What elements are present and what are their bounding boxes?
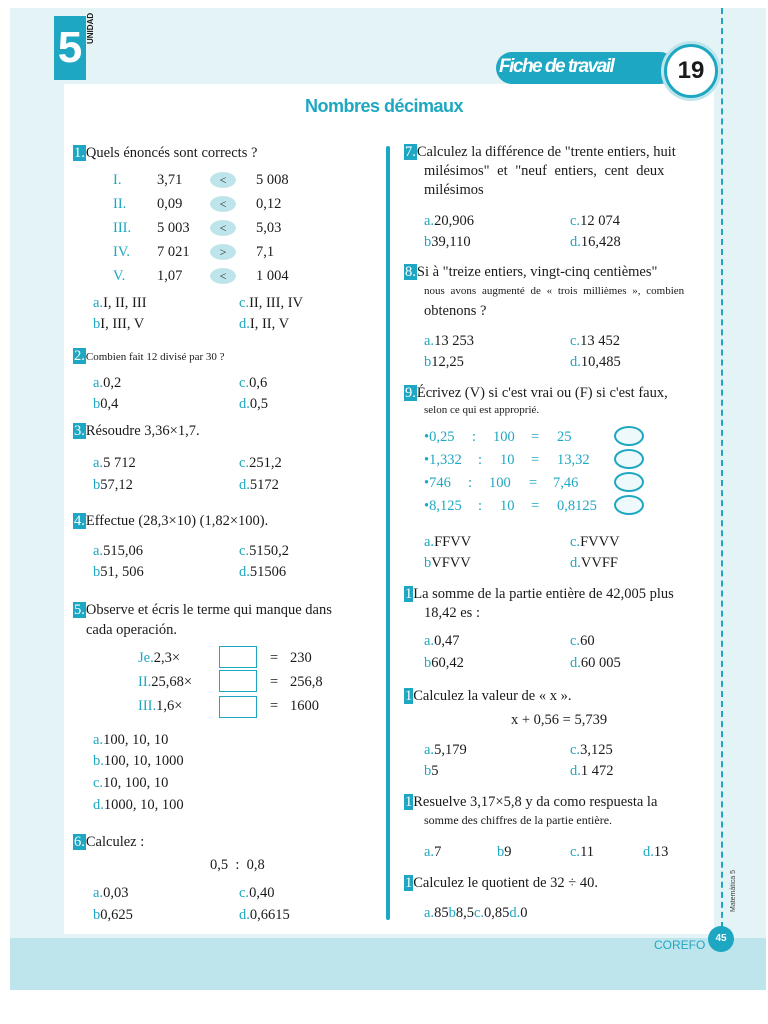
option-letter: c. [473,905,484,921]
q9-row1-answer[interactable] [614,426,644,446]
option-letter: d. [570,763,581,779]
q10-line1: La somme de la partie entière de 42,005 plus [413,586,674,602]
option-text: 100, 10, 10 [103,732,169,748]
q9-option-d[interactable] [570,553,618,573]
q5-line2: cada operación. [86,622,177,638]
option-letter: b [424,555,432,571]
q9-row4-a: •8,125 [424,498,462,514]
q9-row1-op: : [472,429,477,445]
option-letter: c. [239,295,250,311]
option-text: 11 [580,844,595,860]
q1-row2-b: 0,12 [256,196,282,212]
q10-number: 1 [405,586,413,602]
option-letter: b [448,905,456,921]
q12-option-a[interactable] [424,842,441,862]
q1-row4-roman: IV. [113,244,131,260]
q3-option-c[interactable] [239,453,282,473]
q9-row1-b: 100 [493,429,515,445]
q1-row4-op: > [210,244,236,260]
option-letter: b [424,354,432,370]
option-letter: d. [570,354,581,370]
option-text: 8,5 [455,905,474,921]
dashed-margin-line [721,8,723,938]
q9-row3-eq: = [529,475,538,491]
q5-row2-label: II. [138,674,152,690]
q1-row4-b: 7,1 [256,244,275,260]
q11-option-b[interactable] [424,761,439,781]
q4-option-d[interactable] [239,562,286,582]
option-letter: c. [570,844,581,860]
option-letter: d. [239,477,250,493]
q1-option-c[interactable] [239,293,303,313]
q11-expression: x + 0,56 = 5,739 [511,712,608,728]
q9-row2-op: : [478,452,483,468]
option-letter: b [424,234,432,250]
q1-row1-b: 5 008 [256,172,289,188]
q5-option-d[interactable] [93,795,184,815]
q9-row4-answer[interactable] [614,495,644,515]
option-letter: a. [424,333,435,349]
q6-prompt [73,832,144,852]
q1-row5-op: < [210,268,236,284]
option-letter: b [93,316,101,332]
q2-number: 2. [74,348,85,364]
fiche-label: Fiche de travail [499,56,614,77]
q2-option-c[interactable] [239,373,267,393]
option-text: 60 [580,633,595,649]
option-text: 10,485 [580,354,621,370]
option-letter: a. [424,213,435,229]
q7-line1: Calculez la différence de "trente entiers, huit [416,144,676,160]
q9-row2-answer[interactable] [614,449,644,469]
q4-option-c[interactable] [239,541,289,561]
q1-row3-op: < [210,220,236,236]
q5-row2-eq: = [270,674,279,690]
q8-line1: Si à "treize entiers, vingt-cinq centièmes" [416,264,658,280]
option-text: 0,6 [249,375,268,391]
q9-row2-b: 10 [500,452,515,468]
q3-option-a[interactable] [93,453,136,473]
option-text: 1000, 10, 100 [103,797,184,813]
option-text: 57,12 [100,477,133,493]
q6-option-a[interactable] [93,883,128,903]
option-text: 0 [520,905,528,921]
option-letter: c. [570,534,581,550]
option-text: 7 [434,844,442,860]
q8-option-d[interactable] [570,352,621,372]
q1-number: 1. [74,145,85,161]
q9-row1-r: 25 [557,429,572,445]
option-letter: d. [570,555,581,571]
option-text: I, III, V [100,316,145,332]
q5-option-a[interactable] [93,730,168,750]
option-letter: a. [93,885,104,901]
q11-option-d[interactable] [570,761,614,781]
q10-option-b[interactable] [424,653,464,673]
option-letter: a. [93,455,104,471]
q1-text: Quels énoncés sont corrects ? [85,145,258,161]
q9-number: 9. [405,385,416,401]
q9-option-b[interactable] [424,553,471,573]
q7-option-c[interactable] [570,211,620,231]
option-letter: d. [239,316,250,332]
option-text: FVVV [580,534,620,550]
q5-line1: Observe et écris le terme qui manque dans [85,602,332,618]
option-text: 3,125 [580,742,613,758]
q6-option-b[interactable] [93,905,133,925]
q13-option-d[interactable] [509,905,527,921]
q3-number: 3. [74,423,85,439]
option-letter: d. [570,234,581,250]
q10-line2: 18,42 es : [424,605,480,621]
q9-line2: selon ce qui est approprié. [424,404,540,416]
q1-row5-a: 1,07 [157,268,183,284]
option-letter: b [424,655,432,671]
option-letter: c. [239,885,250,901]
q9-row3-answer[interactable] [614,472,644,492]
q5-row2-blank[interactable] [219,670,257,692]
q6-option-d[interactable] [239,905,290,925]
q1-option-d[interactable] [239,314,289,334]
q10-prompt [404,584,674,604]
q5-row3-expr [138,696,182,716]
q13-option-b[interactable] [449,905,474,921]
option-letter: a. [424,905,435,921]
option-letter: c. [570,633,581,649]
q6-option-c[interactable] [239,883,274,903]
option-letter: a. [93,295,104,311]
q1-row2-op: < [210,196,236,212]
q4-text: Effectue (28,3×10) (1,82×100). [85,513,269,529]
option-letter: b [497,844,505,860]
q3-text: Résoudre 3,36×1,7. [85,423,200,439]
option-text: 0,47 [434,633,460,649]
option-text: 0,5 [249,396,268,412]
q8-line3: obtenons ? [424,303,487,319]
option-text: 0,625 [100,907,133,923]
option-letter: a. [93,375,104,391]
q5-row3-label: III. [138,698,157,714]
option-letter: c. [570,742,581,758]
q9-row4-eq: = [531,498,540,514]
option-letter: d. [509,905,521,921]
option-letter: c. [239,375,250,391]
q1-option-a[interactable] [93,293,147,313]
option-text: 5150,2 [249,543,289,559]
q5-prompt [73,600,332,620]
option-letter: d. [239,396,250,412]
q12-number: 1 [405,794,413,810]
q3-option-d[interactable] [239,475,279,495]
q1-option-b[interactable] [93,314,144,334]
q12-line1: Resuelve 3,17×5,8 y da como respuesta la [413,794,658,810]
column-divider [386,146,390,920]
q7-line3: milésimos [424,182,484,198]
option-text: 12 074 [580,213,620,229]
q7-option-a[interactable] [424,211,474,231]
q5-row1-result: 230 [290,650,312,666]
q4-number: 4. [74,513,85,529]
option-text: II, III, IV [249,295,304,311]
q5-row1-label: Je. [138,650,154,666]
q5-row2-result: 256,8 [290,674,323,690]
option-letter: c. [93,775,104,791]
q9-row3-r: 7,46 [553,475,579,491]
option-text: 13 452 [580,333,620,349]
option-letter: a. [93,732,104,748]
q9-row2-eq: = [531,452,540,468]
option-letter: d. [239,907,250,923]
page-number: 45 [708,926,734,952]
q7-number: 7. [405,144,416,160]
page-title: Nombres décimaux [304,96,464,116]
q6-number: 6. [74,834,85,850]
q2-text: Combien fait 12 divisé par 30 ? [85,351,225,363]
q9-row4-b: 10 [500,498,515,514]
option-text: 100, 10, 1000 [103,753,184,769]
option-text: VFVV [431,555,471,571]
q9-row2-r: 13,32 [557,452,590,468]
q1-row3-a: 5 003 [157,220,190,236]
option-letter: b [93,753,101,769]
option-text: 0,4 [100,396,119,412]
q12-option-b[interactable] [497,842,512,862]
q5-option-b[interactable]: b.100, 10, 1000 [93,753,184,769]
q1-row1-op: < [210,172,236,188]
q9-row2-a: •1,332 [424,452,462,468]
option-letter: a. [424,633,435,649]
option-text: 51, 506 [100,564,144,580]
q13-option-a[interactable] [424,905,449,921]
q2-option-b[interactable] [93,394,118,414]
q5-row2-text: 25,68× [151,674,193,690]
q10-option-a[interactable] [424,631,459,651]
option-text: 0,85 [484,905,510,921]
q2-option-a[interactable] [93,373,121,393]
q7-prompt [404,142,676,162]
option-text: 13 [653,844,669,860]
q13-options [424,903,528,923]
option-text: I, II, V [249,316,290,332]
option-text: 5 712 [103,455,136,471]
q11-text: Calculez la valeur de « x ». [413,688,572,704]
q11-option-a[interactable] [424,740,467,760]
q8-prompt [404,262,657,282]
q4-prompt [73,511,268,531]
q5-row3-eq: = [270,698,279,714]
option-text: 60,42 [431,655,464,671]
option-letter: a. [93,543,104,559]
q1-row3-b: 5,03 [256,220,282,236]
option-letter: d. [643,844,654,860]
unit-number: 5 [54,16,86,80]
option-letter: d. [570,655,581,671]
option-text: 5 [431,763,439,779]
option-letter: a. [424,742,435,758]
q4-option-a[interactable] [93,541,143,561]
q9-prompt [404,383,668,403]
option-letter: b [93,564,101,580]
option-text: VVFF [580,555,618,571]
q9-row1-a: •0,25 [424,429,455,445]
option-text: 0,03 [103,885,129,901]
option-letter: d. [93,797,104,813]
option-letter: b [93,907,101,923]
q12-line2: somme des chiffres de la partie entière. [424,813,613,827]
option-text: 1 472 [580,763,614,779]
q12-option-c[interactable] [570,842,594,862]
sheet-number: 19 [677,57,705,84]
q4-option-b[interactable] [93,562,144,582]
q5-row3-result: 1600 [290,698,319,714]
q11-option-c[interactable] [570,740,613,760]
option-letter: b [424,763,432,779]
q7-line2: milésimos" et "neuf entiers, cent deux [424,163,665,179]
q11-number: 1 [405,688,413,704]
q13-number: 1 [405,875,413,891]
option-letter: a. [424,534,435,550]
q1-row4-a: 7 021 [157,244,190,260]
option-letter: b [93,477,101,493]
q5-row3-text: 1,6× [156,698,183,714]
option-letter: c. [570,213,581,229]
q9-row3-a: •746 [424,475,451,491]
q8-option-c[interactable] [570,331,620,351]
q5-row1-blank[interactable] [219,646,257,668]
option-text: 0,6615 [249,907,290,923]
q8-number: 8. [405,264,416,280]
q1-row5-roman: V. [113,268,126,284]
q2-option-d[interactable] [239,394,268,414]
option-text: 0,2 [103,375,122,391]
q9-option-c[interactable] [570,532,620,552]
q9-row3-b: 100 [489,475,511,491]
q11-prompt [404,686,571,706]
option-text: 515,06 [103,543,143,559]
option-letter: c. [239,543,250,559]
q5-row3-blank[interactable] [219,696,257,718]
q8-option-a[interactable] [424,331,474,351]
option-text: 10, 100, 10 [103,775,169,791]
option-text: 39,110 [431,234,471,250]
q13-text: Calculez le quotient de 32 ÷ 40. [413,875,598,891]
option-text: 5,179 [434,742,467,758]
q1-row2-roman: II. [113,196,127,212]
q7-option-d[interactable] [570,232,621,252]
q12-option-d[interactable] [643,842,668,862]
q13-option-c[interactable] [474,905,509,921]
option-letter: d. [239,564,250,580]
q9-line1: Écrivez (V) si c'est vrai ou (F) si c'est faux, [416,385,668,401]
q6-text: Calculez : [85,834,145,850]
q3-option-b[interactable] [93,475,133,495]
unit-word: UNIDAD [86,12,95,44]
q10-option-c[interactable] [570,631,595,651]
q5-number: 5. [74,602,85,618]
q12-prompt [404,792,657,812]
q6-expression: 0,5 : 0,8 [210,857,265,873]
option-text: 20,906 [434,213,474,229]
option-letter: b [93,396,101,412]
option-text: 12,25 [431,354,464,370]
footer-brand: COREFO [654,938,706,952]
option-text: 85 [434,905,449,921]
q1-row5-b: 1 004 [256,268,289,284]
option-letter: c. [239,455,250,471]
option-text: 5172 [249,477,279,493]
q1-row1-roman: I. [113,172,122,188]
q1-prompt [73,143,257,163]
q1-row1-a: 3,71 [157,172,183,188]
q5-option-c[interactable] [93,773,168,793]
q9-row1-eq: = [531,429,540,445]
q5-row1-eq: = [270,650,279,666]
q13-prompt [404,873,598,893]
option-letter: c. [570,333,581,349]
option-letter: a. [424,844,435,860]
q9-row4-op: : [478,498,483,514]
q1-row3-roman: III. [113,220,132,236]
option-text: 16,428 [580,234,621,250]
q8-option-b[interactable] [424,352,464,372]
q3-prompt [73,421,200,441]
q5-row2-expr [138,672,192,692]
q10-option-d[interactable] [570,653,621,673]
option-text: 0,40 [249,885,275,901]
q9-row3-op: : [468,475,473,491]
q7-option-b[interactable] [424,232,471,252]
q9-row4-r: 0,8125 [557,498,597,514]
option-text: 13 253 [434,333,474,349]
side-label: Matemática 5 [730,869,737,912]
q2-prompt [73,346,225,367]
option-text: FFVV [434,534,472,550]
option-text: 251,2 [249,455,282,471]
option-text: 51506 [249,564,287,580]
option-text: 9 [504,844,512,860]
option-text: 60 005 [580,655,621,671]
q5-row1-text: 2,3× [153,650,181,666]
q5-row1-expr [138,648,180,668]
q9-option-a[interactable] [424,532,471,552]
option-text: I, II, III [103,295,147,311]
q8-line2: nous avons augmenté de « trois millièmes », combien [424,285,685,297]
bottom-band [10,938,766,990]
q1-row2-a: 0,09 [157,196,183,212]
